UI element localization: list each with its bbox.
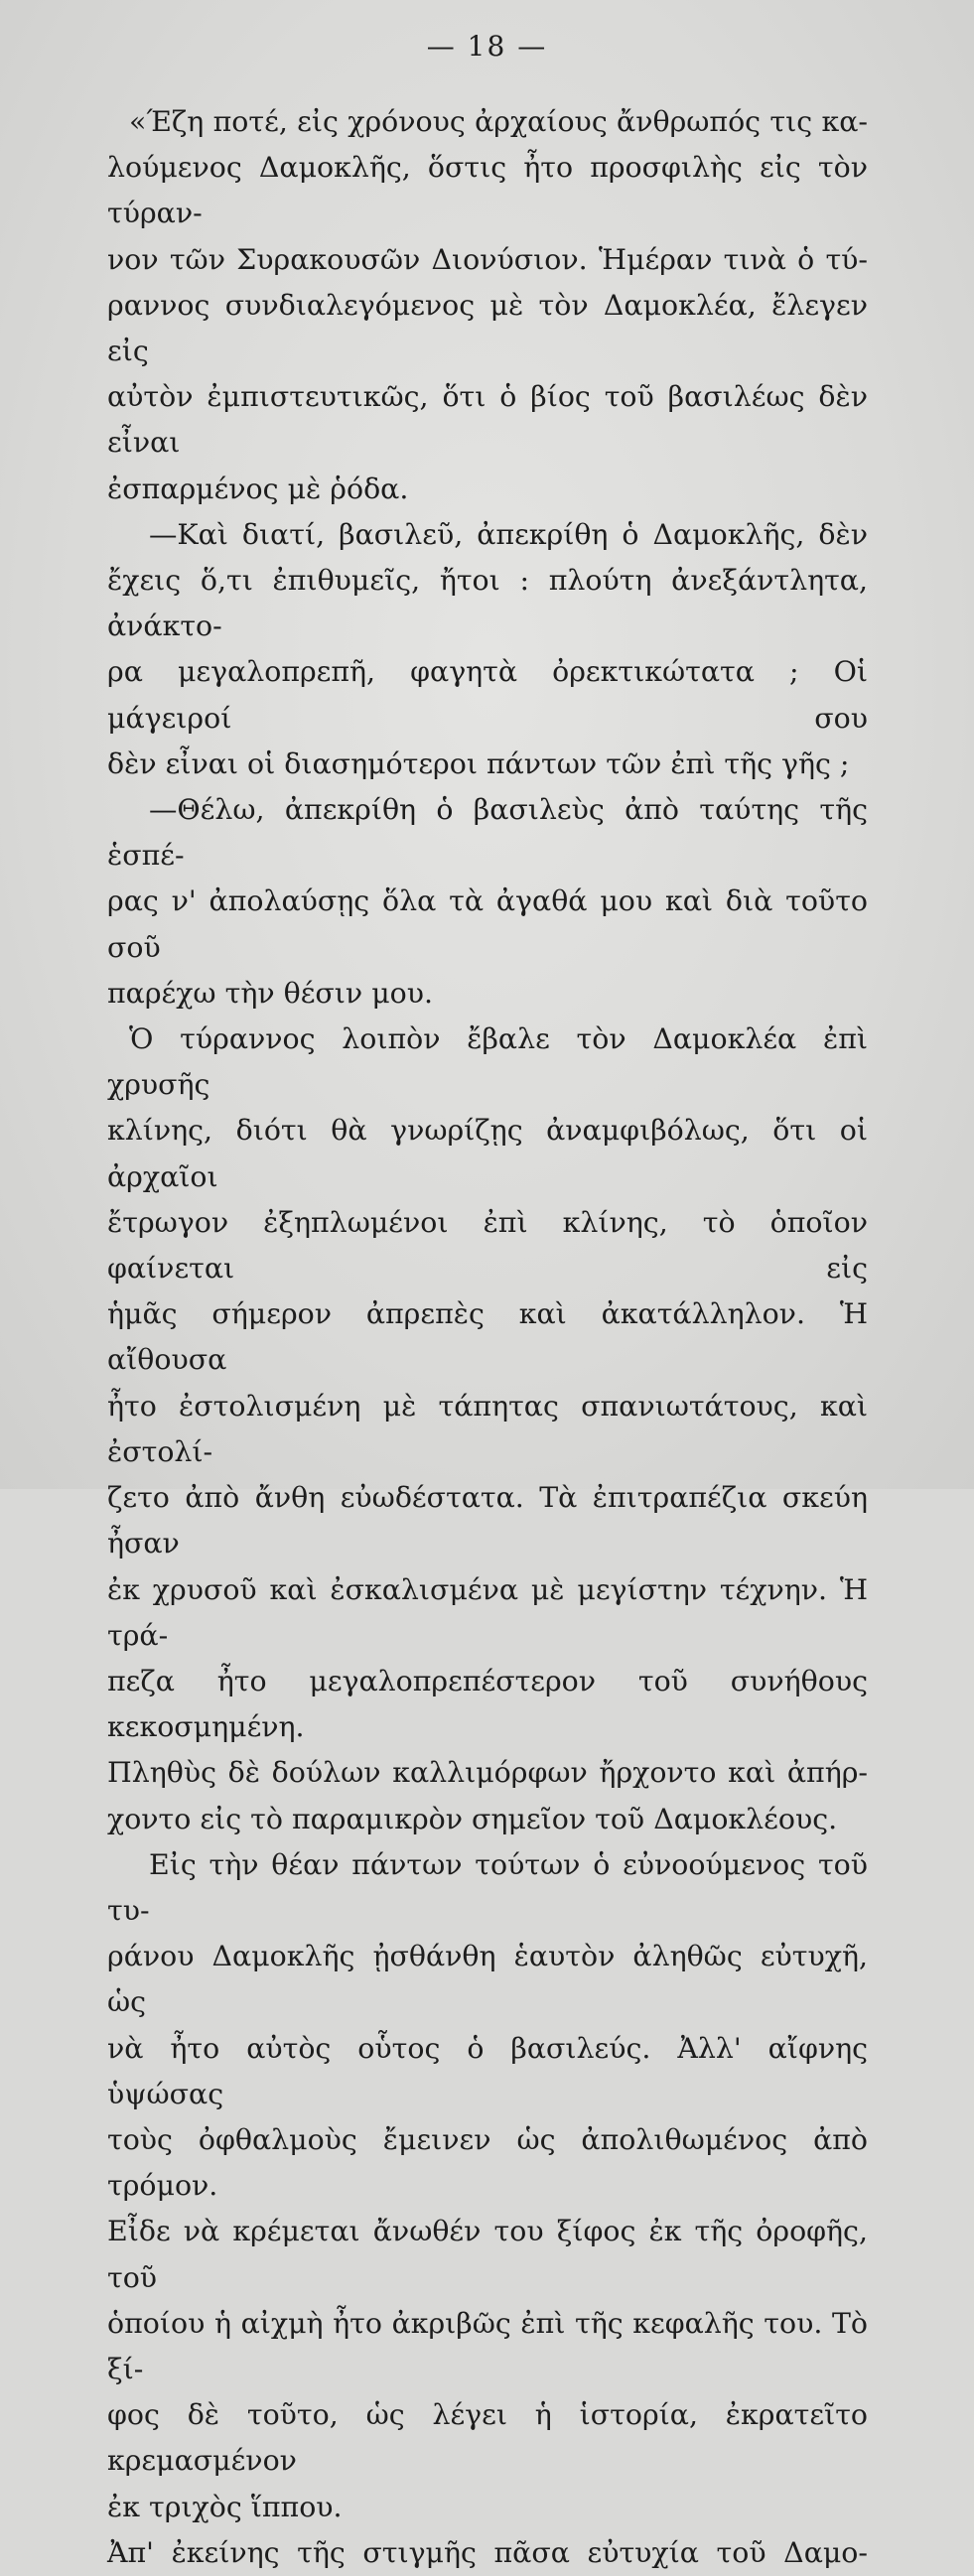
text-line: παρέχω τὴν θέσιν μου. (107, 976, 434, 1010)
text-line: δὲν εἶναι οἱ διασημότεροι πάντων τῶν ἐπὶ τῆς γῆς ; (107, 746, 850, 780)
page-body-text (107, 99, 868, 2576)
paragraph (107, 1017, 868, 1796)
text-line: ρα μεγαλοπρεπῆ, φαγητὰ ὀρεκτικώτατα ; Οἱ μάγειροί σου (107, 655, 868, 735)
text-line: ἐκ τριχὸς ἵππου. (107, 2490, 343, 2523)
text-line: πεζα ἦτο μεγαλοπρεπέστερον τοῦ συνήθους κεκοσμημένη. (107, 1664, 868, 1744)
text-line: αὐτὸν ἐμπιστευτικῶς, ὅτι ὁ βίος τοῦ βασιλέως δὲν εἶναι (107, 380, 868, 460)
text-line: νὰ ἦτο αὐτὸς οὗτος ὁ βασιλεύς. Ἀλλ' αἴφνης ὑψώσας (107, 2031, 868, 2110)
text-line: Ἀπ' ἐκείνης τῆς στιγμῆς πᾶσα εὐτυχία τοῦ Δαμο- (107, 2535, 868, 2569)
text-line: χοντο εἰς τὸ παραμικρὸν σημεῖον τοῦ Δαμοκλέους. (107, 1802, 838, 1835)
text-line: τοὺς ὀφθαλμοὺς ἔμεινεν ὡς ἀπολιθωμένος ἀπὸ τρόμον. (107, 2122, 868, 2203)
text-line: Πληθὺς δὲ δούλων καλλιμόρφων ἤρχοντο καὶ ἀπήρ- (107, 1756, 868, 1790)
paragraph-end (107, 2485, 868, 2530)
text-line: Εἰς τὴν θέαν πάντων τούτων ὁ εὐνοούμενος τοῦ τυ- (107, 1847, 868, 1927)
text-line: ἡμᾶς σήμερον ἀπρεπὲς καὶ ἀκατάλληλον. Ἡ αἴθουσα (107, 1297, 868, 1377)
text-line: ἔχεις ὅ,τι ἐπιθυμεῖς, ἤτοι : πλούτη ἀνεξάντλητα, ἀνάκτο- (107, 564, 868, 643)
text-line: ρας ν' ἀπολαύσῃς ὅλα τὰ ἀγαθά μου καὶ διὰ τοῦτο σοῦ (107, 884, 868, 964)
paragraph (107, 787, 868, 971)
text-line: ζετο ἀπὸ ἄνθη εὐωδέστατα. Τὰ ἐπιτραπέζια σκεύη ἦσαν (107, 1481, 868, 1560)
text-line: ἐκ χρυσοῦ καὶ ἐσκαλισμένα μὲ μεγίστην τέχνην. Ἡ τρά- (107, 1572, 868, 1652)
text-line: «Έζη ποτέ, εἰς χρόνους ἀρχαίους ἄνθρωπός τις κα- (129, 105, 868, 138)
paragraph-end (107, 1797, 868, 1842)
text-line: ράνου Δαμοκλῆς ᾐσθάνθη ἑαυτὸν ἀληθῶς εὐτυχῆ, ὡς (107, 1940, 868, 2019)
text-line: ἦτο ἐστολισμένη μὲ τάπητας σπανιωτάτους, καὶ ἐστολί- (107, 1389, 868, 1468)
text-line: λούμενος Δαμοκλῆς, ὅστις ἦτο προσφιλὴς εἰς τὸν τύραν- (107, 151, 868, 230)
text-line: φος δὲ τοῦτο, ὡς λέγει ἡ ἱστορία, ἐκρατεῖτο κρεμασμένον (107, 2398, 868, 2478)
text-line: Ὁ τύραννος λοιπὸν ἔβαλε τὸν Δαμοκλέα ἐπὶ χρυσῆς (107, 1022, 868, 1102)
paragraph (107, 512, 868, 742)
text-line: —Θέλω, ἀπεκρίθη ὁ βασιλεὺς ἀπὸ ταύτης τῆς ἑσπέ- (107, 793, 868, 873)
paragraph-end (107, 467, 868, 512)
text-line: —Καὶ διατί, βασιλεῦ, ἀπεκρίθη ὁ Δαμοκλῆς, δὲν (149, 517, 868, 551)
page-number: — 18 — (426, 30, 548, 63)
text-line: νον τῶν Συρακουσῶν Διονύσιον. Ἡμέραν τινὰ ὁ τύ- (107, 242, 868, 276)
paragraph (107, 2530, 868, 2576)
paragraph (107, 99, 868, 467)
paragraph-end (107, 742, 868, 787)
paragraph (107, 1842, 868, 2485)
text-line: ραννος συνδιαλεγόμενος μὲ τὸν Δαμοκλέα, ἔλεγεν εἰς (107, 288, 868, 368)
text-line: ἔτρωγον ἐξηπλωμένοι ἐπὶ κλίνης, τὸ ὁποῖον φαίνεται εἰς (107, 1205, 868, 1286)
paragraph-end (107, 971, 868, 1017)
text-line: κλίνης, διότι θὰ γνωρίζῃς ἀναμφιβόλως, ὅτι οἱ ἀρχαῖοι (107, 1114, 868, 1193)
text-line: ὁποίου ἡ αἰχμὴ ἦτο ἀκριβῶς ἐπὶ τῆς κεφαλῆς του. Τὸ ξί- (107, 2306, 868, 2385)
text-line: Εἶδε νὰ κρέμεται ἄνωθέν του ξίφος ἐκ τῆς ὀροφῆς, τοῦ (107, 2215, 868, 2294)
text-line: ἐσπαρμένος μὲ ῥόδα. (107, 472, 409, 505)
